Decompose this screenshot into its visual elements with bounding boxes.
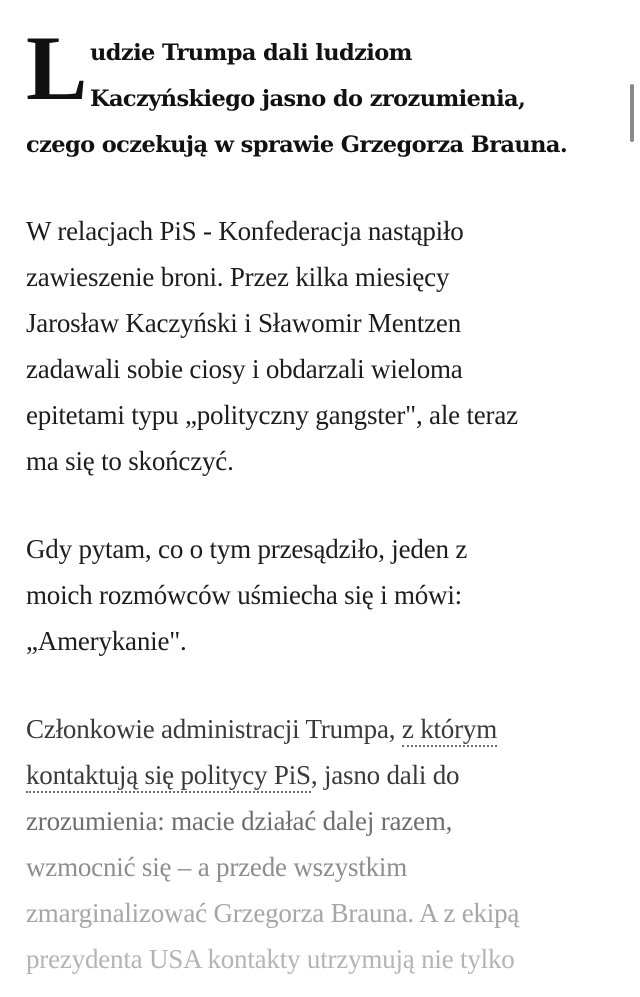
article-lead [26,0,618,168]
paragraph-line [26,752,618,798]
paragraph-text: , jasno dali do [310,760,460,790]
lead-line: Kaczyńskiego jasno do zrozumienia, [90,86,526,112]
paragraph-line: zrozumienia: macie działać dalej razem, [26,806,453,836]
paragraph-line [26,706,618,752]
paragraph-ceasefire [26,208,618,484]
paragraph-line: prezydenta USA kontakty utrzymują nie tylko [26,944,515,974]
paragraph-line: zmarginalizować Grzegorza Brauna. A z ekipą [26,898,520,928]
paragraph-trump-administration [26,706,618,982]
paragraph-line: zadawali sobie ciosy i obdarzali wieloma [26,354,463,384]
inline-link[interactable]: kontaktują się politycy PiS [26,760,311,793]
article-body [26,0,618,997]
paragraph-line: moich rozmówców uśmiecha się i mówi: [26,580,462,610]
scrollbar-thumb[interactable] [630,84,634,142]
paragraph-line: zawieszenie broni. Przez kilka miesięcy [26,262,450,292]
paragraph-text: Członkowie administracji Trumpa, [26,714,402,744]
paragraph-line: ma się to skończyć. [26,446,234,476]
drop-cap: L [26,17,87,119]
paragraph-line: W relacjach PiS - Konfederacja nastąpiło [26,216,464,246]
lead-line: udzie Trumpa dali ludziom [90,40,412,66]
paragraph-line: epitetami typu „polityczny gangster", ale teraz [26,400,518,430]
paragraph-line: „Amerykanie". [26,626,187,656]
paragraph-line: Gdy pytam, co o tym przesądziło, jeden z [26,534,468,564]
paragraph-line: Jarosław Kaczyński i Sławomir Mentzen [26,308,461,338]
lead-line: czego oczekują w sprawie Grzegorza Brauna. [26,132,568,158]
paragraph-americans [26,526,618,664]
inline-link[interactable]: z którym [402,714,497,747]
paragraph-line: wzmocnić się – a przede wszystkim [26,852,408,882]
